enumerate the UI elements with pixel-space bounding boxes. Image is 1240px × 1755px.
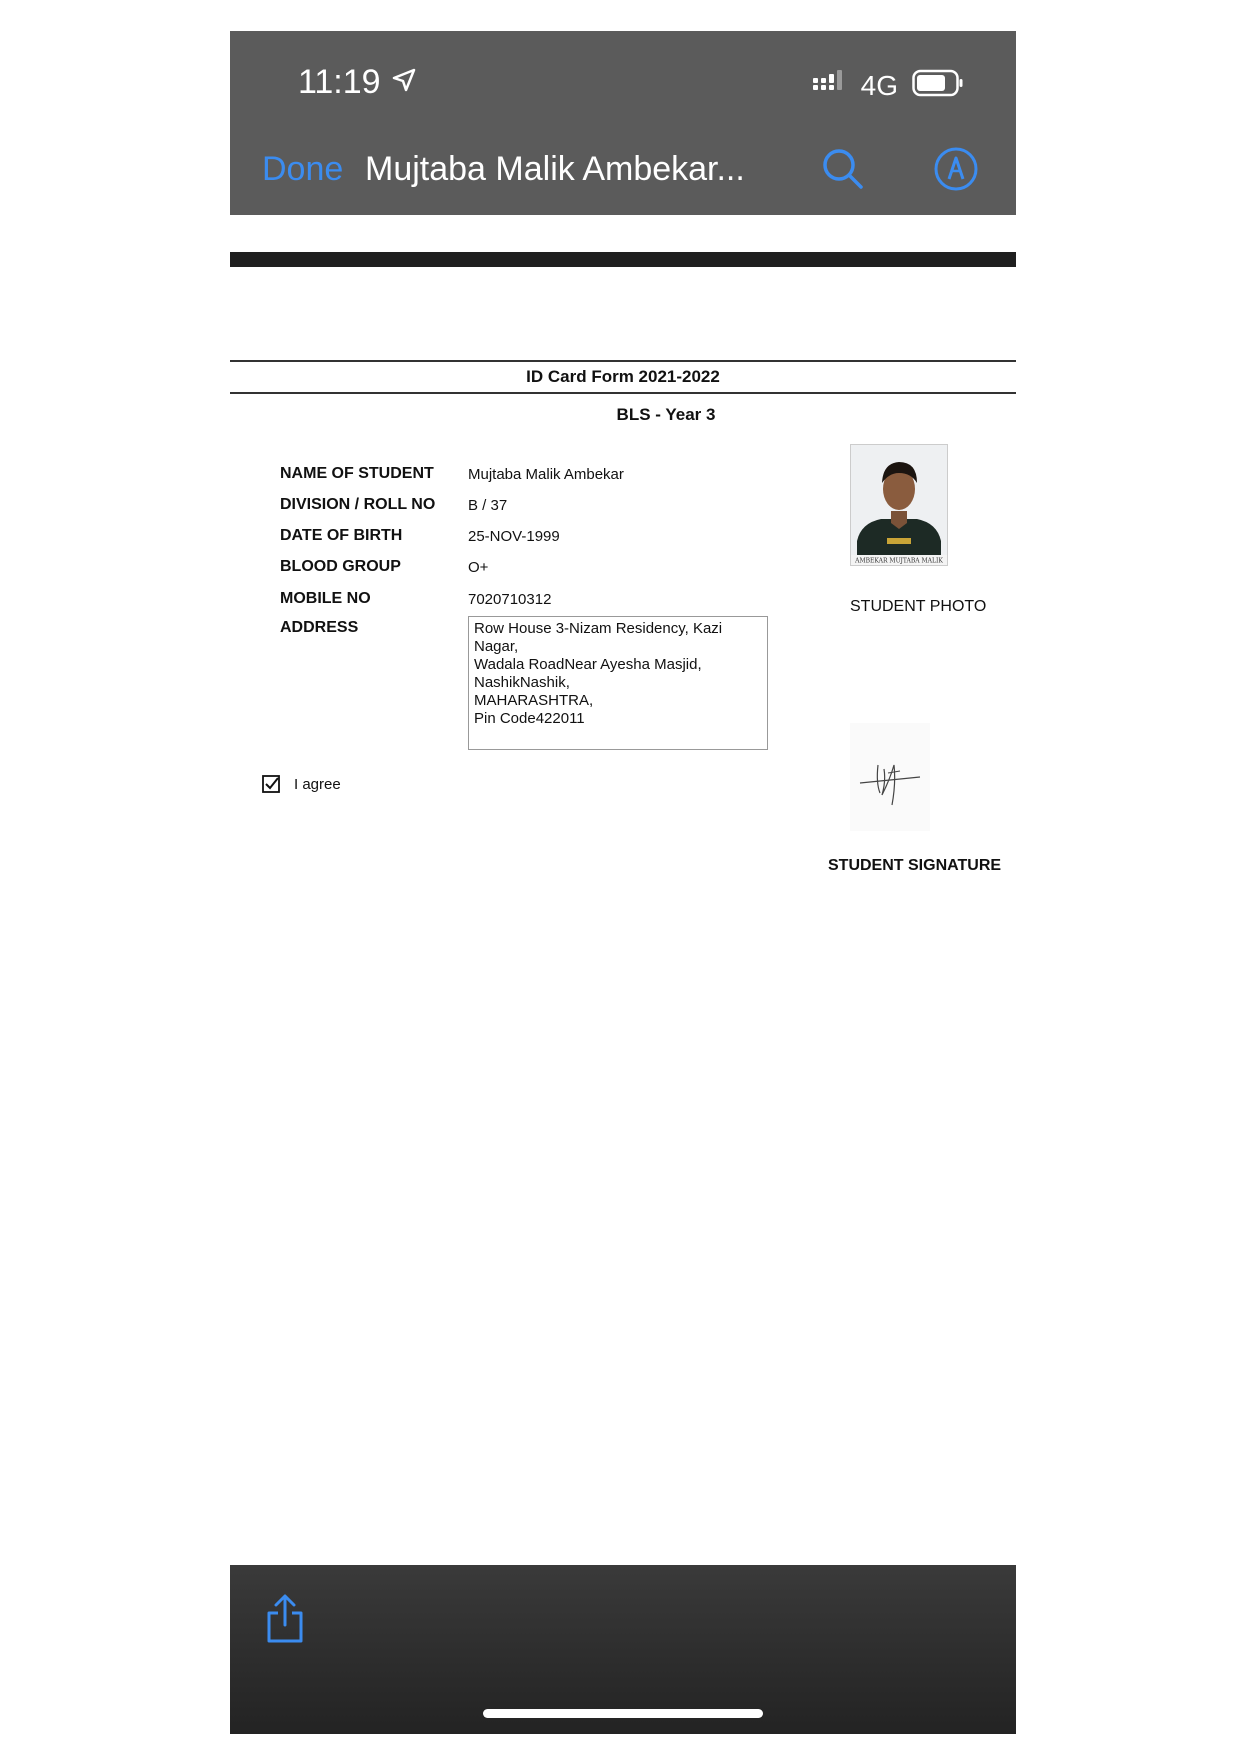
- field-label-address: ADDRESS: [280, 619, 359, 636]
- network-label: 4G: [860, 69, 898, 101]
- document-page: [230, 215, 1016, 1597]
- status-time: [298, 63, 417, 102]
- field-value-division: B / 37: [468, 497, 508, 514]
- home-indicator[interactable]: [483, 1709, 763, 1718]
- address-line: NashikNashik,: [474, 674, 570, 691]
- photo-stamp-text: AMBEKAR MUJTABA MALIK: [855, 557, 943, 565]
- share-button[interactable]: [264, 1593, 306, 1650]
- markup-pen-icon: [933, 179, 979, 196]
- form-title: ID Card Form 2021-2022: [230, 360, 1016, 394]
- address-line: Pin Code422011: [474, 710, 585, 727]
- signal-bars-icon: [811, 70, 847, 101]
- top-bar: [230, 31, 1016, 215]
- address-line: Row House 3-Nizam Residency, Kazi: [474, 620, 723, 637]
- document-title: Mujtaba Malik Ambekar...: [365, 150, 745, 188]
- agree-row: [262, 775, 341, 793]
- done-button[interactable]: Done: [262, 150, 344, 188]
- student-signature-image: [850, 723, 930, 831]
- address-line: MAHARASHTRA,: [474, 692, 594, 709]
- phone-screen: [230, 31, 1016, 1734]
- search-icon: [820, 179, 866, 196]
- status-time-text: 11:19: [298, 63, 381, 101]
- student-signature-caption: STUDENT SIGNATURE: [828, 857, 1002, 874]
- field-value-name: Mujtaba Malik Ambekar: [468, 466, 624, 483]
- markup-button[interactable]: [933, 146, 979, 197]
- location-arrow-icon: [391, 63, 417, 102]
- status-indicators: [811, 69, 964, 102]
- student-photo-caption: STUDENT PHOTO: [850, 598, 987, 615]
- field-value-blood-group: O+: [468, 559, 489, 576]
- agree-checkbox[interactable]: [262, 775, 280, 793]
- bottom-toolbar: [230, 1565, 1016, 1734]
- form-subtitle: BLS - Year 3: [616, 405, 716, 424]
- student-photo: [850, 444, 948, 566]
- agree-label: I agree: [294, 775, 341, 793]
- field-label-division: DIVISION / ROLL NO: [280, 496, 436, 513]
- header-rule: [230, 252, 1016, 267]
- field-value-mobile: 7020710312: [468, 591, 552, 608]
- address-field[interactable]: [468, 616, 768, 750]
- address-line: Wadala RoadNear Ayesha Masjid,: [474, 656, 702, 673]
- search-button[interactable]: [820, 146, 866, 197]
- address-line: Nagar,: [474, 638, 519, 655]
- field-label-mobile: MOBILE NO: [280, 590, 371, 607]
- field-label-blood-group: BLOOD GROUP: [280, 558, 401, 575]
- battery-icon: [912, 69, 964, 102]
- share-icon: [264, 1632, 306, 1649]
- field-label-dob: DATE OF BIRTH: [280, 527, 403, 544]
- field-value-dob: 25-NOV-1999: [468, 528, 560, 545]
- field-label-name: NAME OF STUDENT: [280, 465, 434, 482]
